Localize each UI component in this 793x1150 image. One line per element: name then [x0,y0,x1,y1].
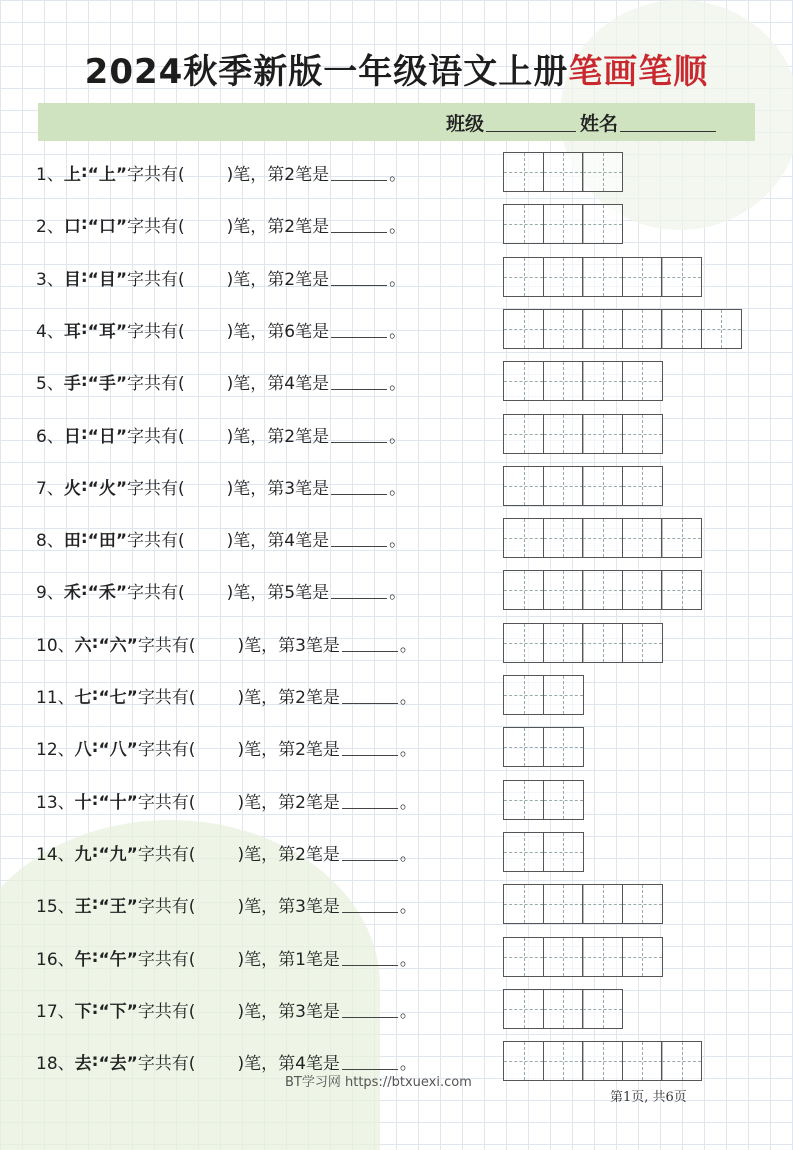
question-row [36,937,417,977]
question-char: 目 [63,269,81,290]
question-row [36,727,417,767]
question-text: 字共有( [137,949,196,970]
stroke-writing-cell[interactable] [543,937,584,977]
question-char: 禾 [63,582,81,603]
stroke-order-grid [503,152,623,192]
stroke-writing-cell[interactable] [503,518,544,558]
stroke-writing-cell[interactable] [582,518,623,558]
question-row [36,361,406,401]
question-text-2: )笔，第3笔是 [237,896,340,917]
colon: : [91,999,99,1019]
page-title [0,48,793,96]
stroke-answer-blank[interactable] [331,582,387,599]
stroke-answer-blank[interactable] [342,844,398,861]
stroke-writing-cell[interactable] [582,989,623,1029]
question-number: 7、 [36,478,64,499]
question-char: 田 [63,530,81,551]
stroke-writing-cell[interactable] [503,884,544,924]
sentence-end: 。 [399,1001,417,1022]
stroke-writing-cell[interactable] [543,361,584,401]
question-row [36,204,406,244]
question-number: 15、 [36,896,75,917]
sentence-end: 。 [389,164,407,185]
question-char: 手 [63,373,81,394]
stroke-writing-cell[interactable] [503,257,544,297]
question-number: 9、 [36,582,64,603]
sentence-end: 。 [389,530,407,551]
question-char: 去 [74,1053,92,1074]
question-text: 字共有( [127,269,185,290]
stroke-writing-cell[interactable] [622,1041,663,1081]
question-row [36,518,406,558]
stroke-writing-cell[interactable] [582,204,623,244]
stroke-writing-cell[interactable] [582,152,623,192]
question-text-2: )笔，第3笔是 [226,478,330,499]
stroke-answer-blank[interactable] [331,478,387,495]
stroke-writing-cell[interactable] [543,727,584,767]
question-row [36,152,406,192]
stroke-order-grid [503,466,663,506]
stroke-order-grid [503,414,663,454]
colon: : [91,790,99,810]
question-number: 11、 [36,687,75,708]
stroke-writing-cell[interactable] [622,518,663,558]
question-text-2: )笔，第2笔是 [237,844,340,865]
colon: : [91,894,99,914]
stroke-writing-cell[interactable] [543,570,584,610]
colon: : [80,162,88,182]
stroke-order-grid [503,204,623,244]
sentence-end: 。 [389,321,407,342]
stroke-order-grid [503,989,623,1029]
question-number: 6、 [36,426,64,447]
question-char: 八 [74,739,92,760]
stroke-writing-cell[interactable] [661,1041,702,1081]
quoted-char: “手” [87,373,127,394]
quoted-char: “火” [87,478,127,499]
question-text: 字共有( [137,896,196,917]
question-text: 字共有( [127,426,185,447]
stroke-answer-blank[interactable] [342,635,398,652]
quoted-char: “王” [98,896,138,917]
question-text-2: )笔，第2笔是 [226,426,330,447]
quoted-char: “六” [98,635,138,656]
title-main: 2024秋季新版一年级语文上册 [84,52,569,92]
question-number: 4、 [36,321,64,342]
stroke-writing-cell[interactable] [622,309,663,349]
question-row [36,884,417,924]
stroke-order-grid [503,832,584,872]
stroke-answer-blank[interactable] [331,321,387,338]
stroke-answer-blank[interactable] [342,896,398,913]
stroke-writing-cell[interactable] [503,204,544,244]
quoted-char: “八” [98,739,138,760]
question-text: 字共有( [127,478,185,499]
stroke-writing-cell[interactable] [503,780,544,820]
sentence-end: 。 [389,426,407,447]
stroke-answer-blank[interactable] [331,373,387,390]
sentence-end: 。 [399,949,417,970]
question-text: 字共有( [127,164,185,185]
question-text: 字共有( [127,373,185,394]
quoted-char: “口” [87,216,127,237]
quoted-char: “七” [98,687,138,708]
question-row [36,989,417,1029]
sentence-end: 。 [399,635,417,656]
stroke-writing-cell[interactable] [543,675,584,715]
quoted-char: “日” [87,426,127,447]
name-blank[interactable] [620,113,716,132]
stroke-writing-cell[interactable] [503,361,544,401]
question-text-2: )笔，第1笔是 [237,949,340,970]
question-char: 王 [74,896,92,917]
question-row [36,570,406,610]
sentence-end: 。 [389,216,407,237]
stroke-writing-cell[interactable] [503,989,544,1029]
stroke-writing-cell[interactable] [543,780,584,820]
stroke-writing-cell[interactable] [622,414,663,454]
question-row [36,832,417,872]
stroke-writing-cell[interactable] [543,204,584,244]
question-number: 3、 [36,269,64,290]
stroke-writing-cell[interactable] [503,152,544,192]
sentence-end: 。 [389,478,407,499]
question-char: 午 [74,949,92,970]
question-text: 字共有( [137,739,196,760]
colon: : [80,580,88,600]
stroke-order-grid [503,570,702,610]
sentence-end: 。 [399,844,417,865]
sentence-end: 。 [399,1053,417,1074]
quoted-char: “耳” [87,321,127,342]
class-blank[interactable] [486,113,576,132]
stroke-answer-blank[interactable] [342,792,398,809]
question-text: 字共有( [137,792,196,813]
question-row [36,675,417,715]
stroke-writing-cell[interactable] [503,1041,544,1081]
stroke-writing-cell[interactable] [661,309,702,349]
stroke-order-grid [503,1041,702,1081]
stroke-writing-cell[interactable] [661,257,702,297]
question-number: 17、 [36,1001,75,1022]
question-number: 18、 [36,1053,75,1074]
question-text-2: )笔，第2笔是 [226,269,330,290]
sentence-end: 。 [399,792,417,813]
question-row [36,780,417,820]
stroke-answer-blank[interactable] [342,949,398,966]
question-text-2: )笔，第2笔是 [237,792,340,813]
question-char: 下 [74,1001,92,1022]
stroke-answer-blank[interactable] [331,530,387,547]
quoted-char: “十” [98,792,138,813]
stroke-order-grid [503,257,702,297]
question-number: 10、 [36,635,75,656]
stroke-order-grid [503,727,584,767]
stroke-writing-cell[interactable] [543,623,584,663]
question-row [36,466,406,506]
question-number: 13、 [36,792,75,813]
stroke-writing-cell[interactable] [622,361,663,401]
question-char: 六 [74,635,92,656]
stroke-order-grid [503,309,742,349]
question-char: 九 [74,844,92,865]
stroke-answer-blank[interactable] [331,426,387,443]
stroke-writing-cell[interactable] [582,257,623,297]
question-number: 14、 [36,844,75,865]
colon: : [80,424,88,444]
stroke-writing-cell[interactable] [543,466,584,506]
question-text: 字共有( [127,216,185,237]
question-text-2: )笔，第2笔是 [237,687,340,708]
stroke-writing-cell[interactable] [503,937,544,977]
quoted-char: “午” [98,949,138,970]
stroke-writing-cell[interactable] [543,257,584,297]
stroke-writing-cell[interactable] [661,570,702,610]
stroke-writing-cell[interactable] [582,1041,623,1081]
page-number: 第1页, 共6页 [610,1090,687,1105]
colon: : [80,476,88,496]
stroke-order-grid [503,518,702,558]
stroke-answer-blank[interactable] [342,1001,398,1018]
quoted-char: “下” [98,1001,138,1022]
question-text: 字共有( [127,582,185,603]
stroke-writing-cell[interactable] [503,832,544,872]
question-text: 字共有( [137,687,196,708]
question-text-2: )笔，第4笔是 [226,530,330,551]
colon: : [80,214,88,234]
colon: : [80,267,88,287]
stroke-answer-blank[interactable] [331,164,387,181]
stroke-writing-cell[interactable] [582,466,623,506]
sentence-end: 。 [399,687,417,708]
question-number: 16、 [36,949,75,970]
question-text-2: )笔，第6笔是 [226,321,330,342]
stroke-answer-blank[interactable] [342,687,398,704]
stroke-answer-blank[interactable] [342,1053,398,1070]
class-label: 班级 [446,112,485,135]
stroke-order-grid [503,623,663,663]
stroke-writing-cell[interactable] [543,414,584,454]
quoted-char: “禾” [87,582,127,603]
question-text-2: )笔，第2笔是 [226,164,330,185]
question-text-2: )笔，第4笔是 [226,373,330,394]
sentence-end: 。 [389,269,407,290]
question-text: 字共有( [127,321,185,342]
stroke-writing-cell[interactable] [622,570,663,610]
colon: : [91,633,99,653]
sentence-end: 。 [399,896,417,917]
stroke-writing-cell[interactable] [543,152,584,192]
sentence-end: 。 [399,739,417,760]
stroke-order-grid [503,884,663,924]
question-text-2: )笔，第3笔是 [237,635,340,656]
question-char: 口 [63,216,81,237]
colon: : [80,371,88,391]
stroke-writing-cell[interactable] [543,309,584,349]
question-text-2: )笔，第4笔是 [237,1053,340,1074]
question-char: 耳 [63,321,81,342]
stroke-writing-cell[interactable] [543,1041,584,1081]
stroke-writing-cell[interactable] [582,361,623,401]
question-text: 字共有( [137,1053,196,1074]
stroke-answer-blank[interactable] [331,269,387,286]
question-char: 火 [63,478,81,499]
stroke-writing-cell[interactable] [543,884,584,924]
question-text: 字共有( [127,530,185,551]
stroke-answer-blank[interactable] [331,216,387,233]
question-row [36,257,406,297]
footer-site: BT学习网 https://btxuexi.com [285,1075,472,1090]
stroke-order-grid [503,937,663,977]
question-char: 日 [63,426,81,447]
stroke-writing-cell[interactable] [543,832,584,872]
question-number: 12、 [36,739,75,760]
stroke-writing-cell[interactable] [582,414,623,454]
sentence-end: 。 [389,582,407,603]
quoted-char: “田” [87,530,127,551]
colon: : [91,1051,99,1071]
quoted-char: “九” [98,844,138,865]
quoted-char: “上” [87,164,127,185]
stroke-order-grid [503,675,584,715]
quoted-char: “去” [98,1053,138,1074]
question-text-2: )笔，第2笔是 [237,739,340,760]
stroke-writing-cell[interactable] [503,727,544,767]
question-text-2: )笔，第3笔是 [237,1001,340,1022]
colon: : [91,737,99,757]
question-char: 十 [74,792,92,813]
stroke-writing-cell[interactable] [503,570,544,610]
stroke-writing-cell[interactable] [622,623,663,663]
question-char: 七 [74,687,92,708]
question-number: 2、 [36,216,64,237]
stroke-writing-cell[interactable] [622,466,663,506]
colon: : [80,528,88,548]
stroke-writing-cell[interactable] [503,675,544,715]
question-char: 上 [63,164,81,185]
sentence-end: 。 [389,373,407,394]
stroke-writing-cell[interactable] [582,937,623,977]
stroke-writing-cell[interactable] [503,414,544,454]
question-row [36,309,406,349]
stroke-writing-cell[interactable] [543,989,584,1029]
title-highlight: 笔画笔顺 [568,52,709,92]
question-number: 1、 [36,164,64,185]
stroke-writing-cell[interactable] [582,570,623,610]
stroke-writing-cell[interactable] [503,466,544,506]
colon: : [91,947,99,967]
question-text: 字共有( [137,635,196,656]
colon: : [91,685,99,705]
question-number: 8、 [36,530,64,551]
student-info [446,107,720,137]
stroke-writing-cell[interactable] [701,309,742,349]
colon: : [80,319,88,339]
question-text: 字共有( [137,844,196,865]
colon: : [91,842,99,862]
stroke-writing-cell[interactable] [622,257,663,297]
stroke-writing-cell[interactable] [661,518,702,558]
stroke-writing-cell[interactable] [622,884,663,924]
stroke-writing-cell[interactable] [582,623,623,663]
stroke-order-grid [503,361,663,401]
question-text: 字共有( [137,1001,196,1022]
stroke-writing-cell[interactable] [503,623,544,663]
question-row [36,623,417,663]
question-text-2: )笔，第5笔是 [226,582,330,603]
stroke-order-grid [503,780,584,820]
stroke-writing-cell[interactable] [582,309,623,349]
question-row [36,414,406,454]
name-label: 姓名 [580,112,619,135]
stroke-answer-blank[interactable] [342,739,398,756]
question-text-2: )笔，第2笔是 [226,216,330,237]
stroke-writing-cell[interactable] [622,937,663,977]
stroke-writing-cell[interactable] [543,518,584,558]
question-number: 5、 [36,373,64,394]
stroke-writing-cell[interactable] [582,884,623,924]
stroke-writing-cell[interactable] [503,309,544,349]
quoted-char: “目” [87,269,127,290]
